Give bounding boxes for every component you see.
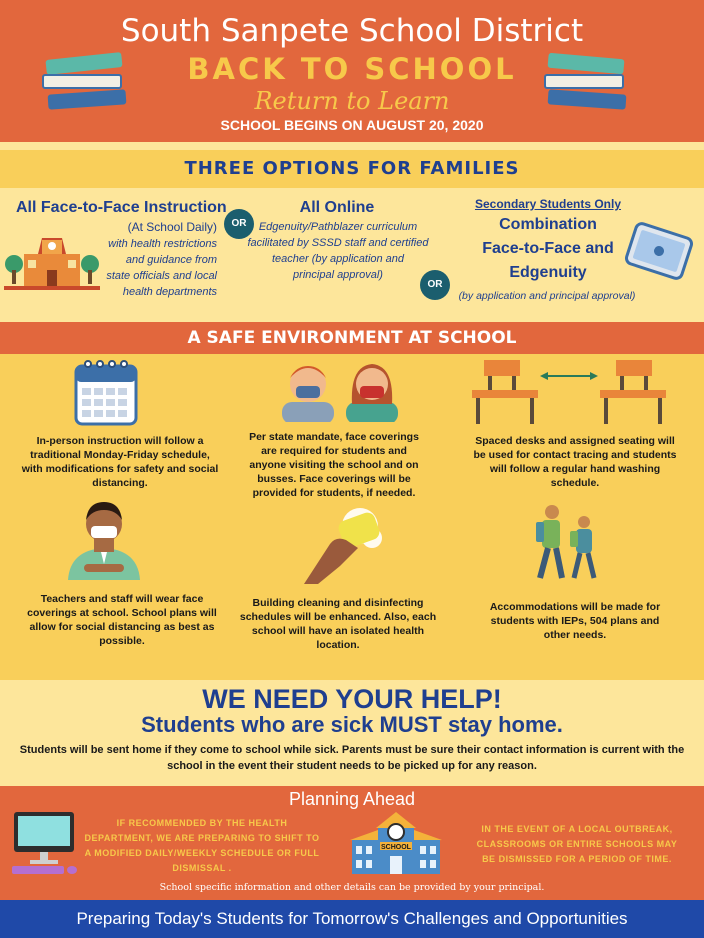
- school-building-icon: [4, 224, 100, 292]
- face-to-face-subtitle: (At School Daily): [127, 220, 217, 234]
- masked-people-icon: [280, 356, 400, 422]
- help-body: Students will be sent home if they come to school while sick. Parents must be sure their contact information is current with the school in the event their student needs to be picked up for any reason.: [19, 744, 685, 772]
- options-heading: THREE OPTIONS FOR FAMILIES: [184, 158, 520, 179]
- back-to-school-headline: BACK TO SCHOOL: [187, 52, 517, 86]
- school-start-date: SCHOOL BEGINS ON AUGUST 20, 2020: [220, 117, 484, 133]
- safe-item-staff-coverings: Teachers and staff will wear face coverings at school. School plans will allow for social distancing as best as possible.: [27, 593, 217, 647]
- school-building-icon: [350, 810, 442, 876]
- online-line-3: teacher (by application and: [271, 253, 405, 265]
- students-walking-icon: [528, 502, 608, 582]
- face-to-face-line-1: with health restrictions: [108, 238, 217, 250]
- online-line-2: facilitated by SSSD staff and certified: [247, 237, 429, 249]
- help-subtitle: Students who are sick MUST stay home.: [141, 712, 563, 737]
- cleaning-sponge-icon: [300, 506, 390, 584]
- planning-outbreak-text: IN THE EVENT OF A LOCAL OUTBREAK, CLASSROOMS OR ENTIRE SCHOOLS MAY BE DISMISSED FOR A PERIOD OF TIME.: [476, 824, 678, 864]
- combination-title-line-3: Edgenuity: [509, 264, 587, 281]
- or-badge: OR: [420, 270, 450, 300]
- safe-item-spaced-desks: Spaced desks and assigned seating will be used for contact tracing and students will follow a regular hand washing schedule.: [473, 435, 677, 489]
- spaced-desks-icon: [470, 358, 670, 428]
- online-line-4: principal approval): [293, 269, 383, 281]
- books-stack-icon: [40, 52, 130, 118]
- school-sign: SCHOOL: [381, 844, 411, 851]
- planning-note: School specific information and other details can be provided by your principal.: [159, 882, 545, 893]
- options-heading-bar: [0, 150, 704, 188]
- safe-item-accommodations: Accommodations will be made for students with IEPs, 504 plans and other needs.: [489, 601, 661, 641]
- masked-teacher-icon: [66, 498, 142, 580]
- combination-title-line-2: Face-to-Face and: [482, 240, 614, 257]
- planning-shift-text: IF RECOMMENDED BY THE HEALTH DEPARTMENT, WE ARE PREPARING TO SHIFT TO A MODIFIED DAILY/WEEKLY SCHEDULE OR FULL DISMISSAL .: [84, 818, 320, 873]
- online-line-1: Edgenuity/Pathblazer curriculum: [258, 221, 418, 233]
- tablet-icon: [624, 222, 694, 280]
- secondary-eyebrow: Secondary Students Only: [474, 197, 622, 211]
- calendar-icon: [72, 356, 140, 428]
- face-to-face-line-3: state officials and local: [106, 270, 217, 282]
- footer-bar: [0, 900, 704, 938]
- books-stack-icon: [542, 52, 632, 118]
- computer-icon: [10, 810, 80, 876]
- footer-slogan: Preparing Today's Students for Tomorrow's Challenges and Opportunities: [76, 909, 628, 928]
- safe-item-face-coverings: Per state mandate, face coverings are required for students and anyone visiting the school and on busses. Face coverings will be provided for students, if needed.: [249, 431, 419, 499]
- face-to-face-title: All Face-to-Face Instruction: [16, 199, 227, 216]
- district-title: South Sanpete School District: [120, 13, 584, 49]
- online-title: All Online: [299, 199, 375, 216]
- help-title: WE NEED YOUR HELP!: [202, 684, 502, 714]
- face-to-face-line-2: and guidance from: [125, 254, 217, 266]
- combination-note: (by application and principal approval): [458, 290, 636, 302]
- or-badge: OR: [224, 209, 254, 239]
- combination-title-line-1: Combination: [499, 216, 597, 233]
- planning-title: Planning Ahead: [288, 789, 416, 809]
- safe-environment-heading: A SAFE ENVIRONMENT AT SCHOOL: [187, 328, 517, 348]
- safe-item-cleaning: Building cleaning and disinfecting schedules will be enhanced. Also, each school will have an isolated health location.: [239, 597, 437, 651]
- face-to-face-line-4: health departments: [122, 286, 217, 298]
- safe-item-schedule: In-person instruction will follow a traditional Monday-Friday schedule, with modifications for safety and social distancing.: [21, 435, 219, 489]
- return-to-learn-tagline: Return to Learn: [254, 87, 450, 115]
- safe-environment-heading-bar: [0, 322, 704, 354]
